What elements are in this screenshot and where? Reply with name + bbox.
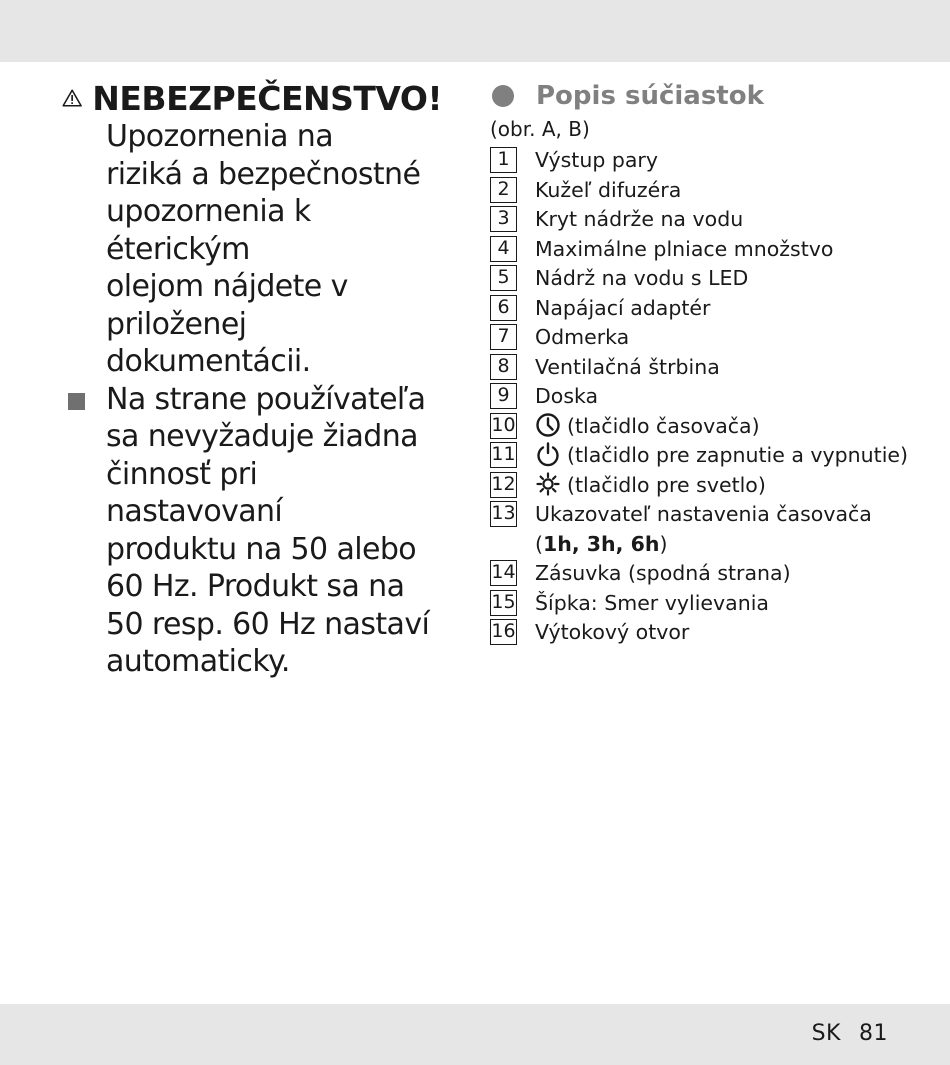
part-label [535,412,760,442]
list-item [490,323,910,353]
part-label-text: (tlačidlo pre zapnutie a vypnutie) [567,443,909,467]
clock-icon [535,412,561,438]
note-block [62,381,442,681]
part-label-text: (tlačidlo pre svetlo) [567,472,766,497]
part-label [535,559,791,589]
part-label-text: Kužeľ difuzéra [535,177,682,202]
left-column [62,78,442,681]
warning-title: NEBEZPEČENSTVO! [92,78,442,118]
timer-close-paren: ) [659,531,668,556]
part-label [535,441,908,471]
part-label-text: (tlačidlo časovača) [567,413,760,438]
right-column [490,80,910,648]
language-code: SK [811,1021,841,1046]
part-label [535,205,743,235]
section-title: Popis súčiastok [536,81,764,111]
list-item [490,412,910,442]
timer-values: 1h, 3h, 6h [543,531,660,556]
part-label-text: Výtokový otvor [535,620,690,644]
part-label [535,382,598,412]
page-number: 81 [859,1021,888,1046]
part-label-text: Šípka: Smer vylievania [535,590,769,615]
part-label [535,176,681,206]
page-footer [812,1021,888,1046]
list-item [490,353,910,383]
part-label-text: Zásuvka (spodná strana) [535,561,791,585]
part-number-box: 14 [490,560,517,586]
sun-icon [535,471,561,497]
part-label [535,294,710,324]
part-label-text: Odmerka [535,325,630,349]
warning-text: Upozornenia na riziká a bezpečnostné upozornenia k éterickým olejom nájdete v priloženej dokumentácii. [106,119,421,379]
part-label-text: Ventilačná štrbina [535,354,720,379]
part-number-box: 13 [490,501,517,527]
part-number-box: 11 [490,442,517,468]
section-subtitle: (obr. A, B) [490,117,590,141]
part-number-box: 16 [490,619,517,645]
part-label [535,618,689,648]
top-band [0,0,950,62]
part-number-box: 7 [490,324,517,350]
list-item [490,441,910,471]
power-icon [535,441,561,467]
timer-open-paren: ( [535,531,543,556]
part-label [535,323,629,353]
part-number-box: 8 [490,354,517,380]
part-number-box: 5 [490,265,517,291]
list-item [490,500,910,530]
list-item [490,294,910,324]
list-item [490,205,910,235]
part-label-text: Ukazovateľ nastavenia časovača [535,502,872,526]
part-number-box: 12 [490,472,517,498]
list-item [490,382,910,412]
part-number-box: 10 [490,413,517,439]
part-number-box: 9 [490,383,517,409]
list-item [490,559,910,589]
part-label [535,471,766,501]
part-label [535,500,872,530]
parts-list [490,146,910,648]
list-item [490,176,910,206]
part-number-box: 2 [490,177,517,203]
note-text: Na strane používateľa sa nevyžaduje žiadna činnosť pri nastavovaní produktu na 50 alebo 60 Hz. Produkt sa na 50 resp. 60 Hz nastaví automaticky. [106,381,430,679]
list-item [490,589,910,619]
part-label-text: Nádrž na vodu s LED [535,266,749,290]
list-item [490,235,910,265]
list-item [490,264,910,294]
part-label [535,589,769,619]
list-item [490,471,910,501]
warning-triangle-icon [62,82,82,114]
part-label-text: Maximálne plniace množstvo [535,236,834,261]
section-heading [490,80,910,112]
part-number-box: 1 [490,147,517,173]
part-number-box: 6 [490,295,517,321]
square-bullet-icon [68,393,85,410]
warning-heading [62,78,442,118]
part-label [535,264,748,294]
list-item [490,618,910,648]
circle-bullet-icon [492,85,514,107]
part-label-text: Doska [535,384,599,408]
part-number-box: 15 [490,590,517,616]
timer-settings-line [490,530,910,560]
bottom-band [0,1004,950,1065]
part-number-box: 4 [490,236,517,262]
part-label-text: Napájací adaptér [535,295,711,320]
part-label-text: Výstup pary [535,148,658,172]
list-item [490,146,910,176]
part-label-text: Kryt nádrže na vodu [535,207,744,231]
part-label [535,353,720,383]
part-label [535,146,658,176]
part-number-box: 3 [490,206,517,232]
part-label [535,235,833,265]
